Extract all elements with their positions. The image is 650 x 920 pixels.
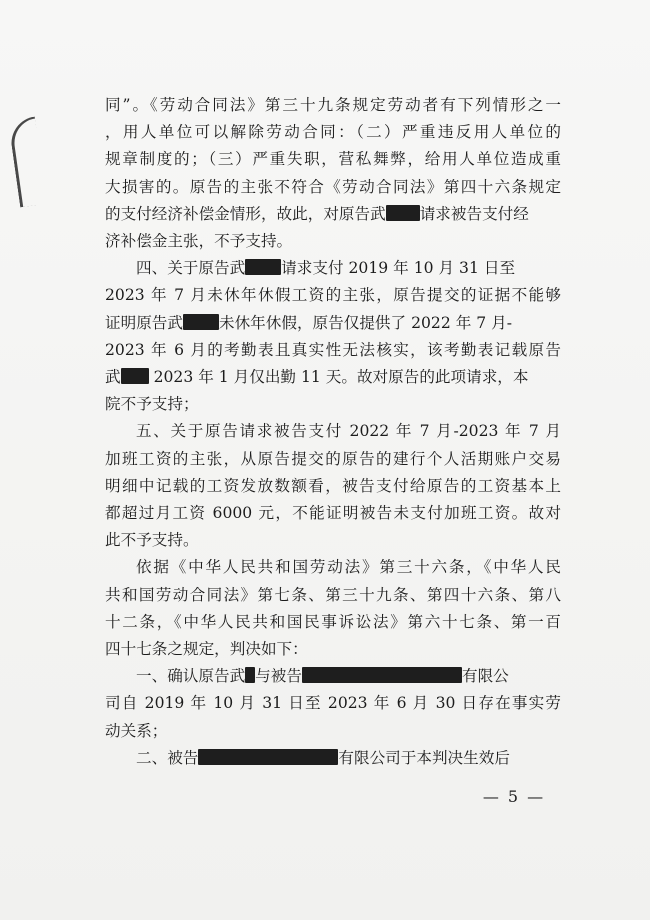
binding-mark <box>8 117 47 208</box>
text-segment: 武 <box>105 368 121 386</box>
text-segment: 未休年休假，原告仅提供了 2022 年 7 月- <box>218 313 512 332</box>
text-line: 五、关于原告请求被告支付 2022 年 7 月-2023 年 7 月 <box>136 422 561 441</box>
text-segment: 四、关于原告武 <box>136 259 246 278</box>
text-segment: 有限公 <box>461 667 509 686</box>
text-line <box>105 367 561 387</box>
redaction-box <box>302 667 462 683</box>
text-line <box>136 748 561 768</box>
text-line <box>105 204 561 224</box>
text-segment: 2023 年 1 月仅出勤 11 天。故对原告的此项请求，本 <box>153 368 529 386</box>
text-segment: 有限公司于本判决生效后 <box>338 748 510 767</box>
text-line: 十二条，《中华人民共和国民事诉讼法》第六十七条、第一百 <box>105 612 561 631</box>
text-line: 2023 年 6 月的考勤表且真实性无法核实，该考勤表记载原告 <box>105 340 561 359</box>
text-line <box>136 258 561 278</box>
redaction-box <box>121 368 149 384</box>
text-segment: 与被告 <box>255 667 302 686</box>
text-line: 此不予支持。 <box>105 531 199 550</box>
redaction-box <box>198 749 338 765</box>
redaction-box <box>183 314 219 330</box>
redaction-box <box>245 667 255 683</box>
text-line: 共和国劳动合同法》第七条、第三十九条、第四十六条、第八 <box>105 585 561 604</box>
text-segment: 司自 2019 年 10 月 31 日至 2023 年 6 月 30 日存在事实劳 <box>105 694 561 713</box>
text-line <box>105 721 561 741</box>
text-line: 同”。《劳动合同法》第三十九条规定劳动者有下列情形之一 <box>105 96 561 114</box>
redaction-box <box>386 205 420 221</box>
text-segment: 请求支付 2019 年 10 月 31 日至 <box>281 259 516 278</box>
text-line: 大损害的。原告的主张不符合《劳动合同法》第四十六条规定 <box>105 177 561 196</box>
text-segment: 证明原告武 <box>105 313 183 332</box>
text-line: 院不予支持； <box>105 395 199 414</box>
text-segment: 二、被告 <box>136 748 199 767</box>
text-line <box>105 313 561 333</box>
redaction-box <box>245 259 281 275</box>
text-segment: 动关系； <box>105 721 168 740</box>
text-line: 都超过月工资 6000 元，不能证明被告未支付加班工资。故对 <box>105 504 561 522</box>
text-line: 明细中记载的工资发放数额看，被告支付给原告的工资基本上 <box>105 476 561 495</box>
text-line: ，用人单位可以解除劳动合同：（二）严重违反用人单位的 <box>105 123 561 142</box>
text-line: 规章制度的；（三）严重失职，营私舞弊，给用人单位造成重 <box>105 150 561 169</box>
text-line: 四十七条之规定，判决如下： <box>105 640 308 658</box>
text-segment: 一、确认原告武 <box>136 667 246 686</box>
text-line: 加班工资的主张，从原告提交的原告的建行个人活期账户交易 <box>105 449 561 468</box>
text-line <box>136 666 561 686</box>
text-line: 依据《中华人民共和国劳动法》第三十六条，《中华人民 <box>136 558 561 577</box>
text-line <box>105 693 561 713</box>
text-line: 2023 年 7 月未休年休假工资的主张，原告提交的证据不能够 <box>105 286 561 305</box>
text-segment: 的支付经济补偿金情形，故此，对原告武 <box>105 204 386 223</box>
text-line: 济补偿金主张，不予支持。 <box>105 232 293 250</box>
text-segment: 请求被告支付经 <box>419 204 529 223</box>
page-number: — 5 — <box>482 787 546 806</box>
